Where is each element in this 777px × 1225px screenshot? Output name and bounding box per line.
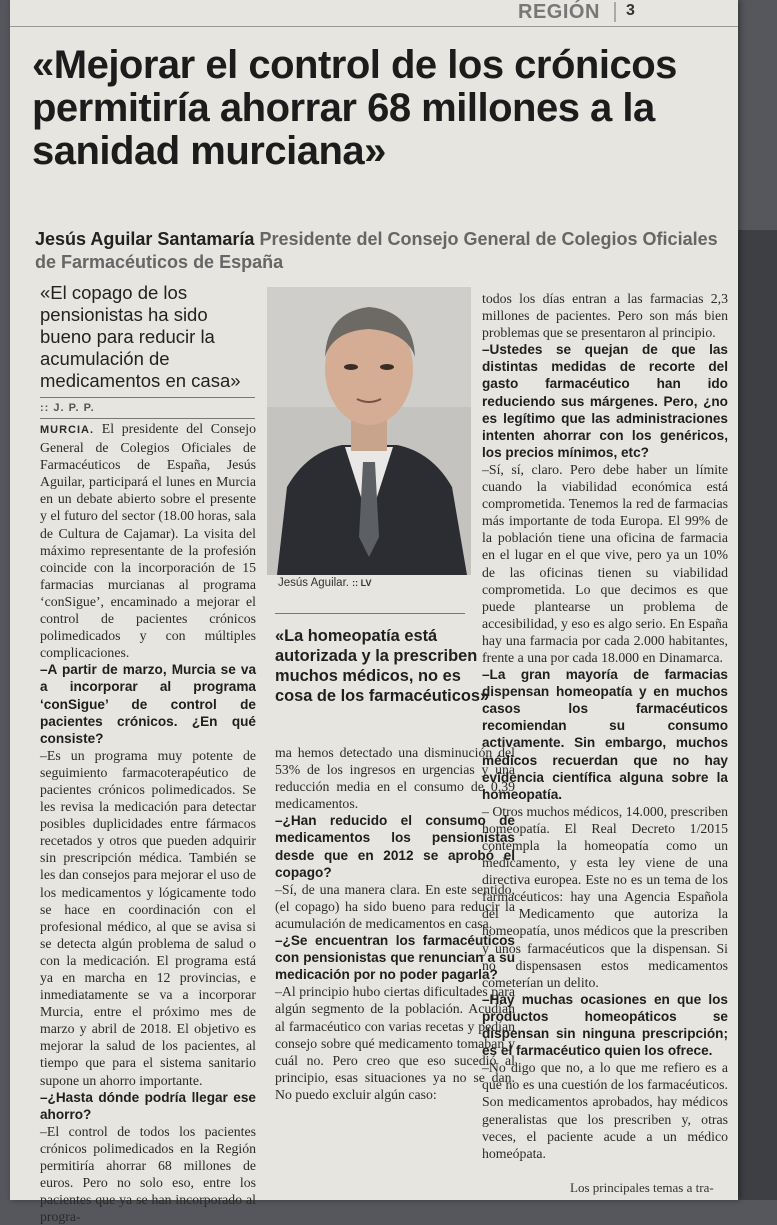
question-2: –¿Hasta dónde podría llegar ese ahorro?: [40, 1089, 256, 1122]
answer-6: – Otros muchos médicos, 14.000, prescriben homeopatía. El Real Decreto 1/2015 contempla la homeopatía como un medicamento, y esta ley viene de una directiva europea. Este no es un tema de los farmacéuticos: hay una Agencia Española del Medicamento que autoriza la homeopatía, unos médicos que la prescriben y unos farmacéuticos que la dispensan. Si no dispensasen estos medicamentos cometerían un delito.: [482, 803, 728, 990]
caption-name: Jesús Aguilar.: [278, 577, 349, 589]
question-3: –¿Han reducido el consumo de medicamentos los pensionistas desde que en 2012 se aprobó el copago?: [275, 813, 515, 880]
question-4: –¿Se encuentran los farmacéuticos con pensionistas que renuncian a su medicación por no poder pagarla?: [275, 933, 515, 983]
section-name: REGIÓN: [518, 1, 600, 23]
pull-quote-2-rule: [275, 613, 465, 614]
author-block: [35, 228, 735, 274]
byline-text: J. P. P.: [53, 402, 95, 414]
answer-2: –El control de todos los pacientes crónicos polimedicados en la Región permitiría ahorrar 68 millones de euros. Pero no solo eso, entre los pacientes que ya se han incorporado al progra-: [40, 1123, 256, 1225]
answer-3: –Sí, de una manera clara. En este sentido, (el copago) ha sido bueno para reducir la acumulación de medicamentos en casa.: [275, 881, 515, 931]
author-role: Presidente del Consejo General de Colegios Oficiales de Farmacéuticos de España: [35, 229, 718, 272]
column-3: [482, 290, 728, 1162]
question-7: –Hay muchas ocasiones en que los productos homeopáticos se dispensan sin ninguna prescripción; es el farmacéutico quien los ofrece.: [482, 991, 728, 1059]
answer-7: –No digo que no, a lo que me refiero es a que no es una cuestión de los farmacéuticos. Son medicamentos aprobados, hay médicos generalistas que los prescriben y, otras veces, el paciente acude a un médico homeópata.: [482, 1060, 728, 1161]
author-name: Jesús Aguilar Santamaría: [35, 229, 255, 249]
answer-2-continued: ma hemos detectado una disminución del 53% de los ingresos en urgencias y una reducción media en el consumo de 0,39 medicamentos.: [275, 745, 515, 812]
intro-paragraph: [40, 420, 256, 661]
location: MURCIA.: [40, 424, 95, 436]
top-rule: [10, 26, 738, 27]
next-article-fragment: Los principales temas a tra-: [570, 1180, 714, 1195]
answer-4: –Al principio hubo ciertas dificultades para algún segmento de la población. Acudían al farmacéutico con varias recetas y pedían consejo sobre qué medicamento tomaban y cuál no. Pero creo que eso sucedió al principio, esas situaciones ya no se dan. No puedo excluir algún caso:: [275, 984, 515, 1102]
section-header: [510, 0, 738, 26]
section-separator: [614, 2, 616, 22]
pull-quote-copago: «El copago de los pensionistas ha sido bueno para reducir la acumulación de medicamentos en casa»: [40, 282, 241, 391]
byline: :: J. P. P.: [40, 402, 95, 414]
question-5: –Ustedes se quejan de que las distintas medidas de recorte del gasto farmacéutico han ido reduciendo sus márgenes. Pero, ¿no es legítimo que las administraciones intenten ahorrar con los genéricos, los precios mínimos, etc?: [482, 342, 728, 460]
portrait-photo: [267, 287, 471, 575]
photo-caption: [278, 577, 372, 589]
question-1: –A partir de marzo, Murcia se va a incorporar al programa ‘conSigue’ de control de pacientes crónicos. ¿En qué consiste?: [40, 662, 256, 746]
answer-1: –Es un programa muy potente de seguimiento farmacoterapéutico de pacientes crónicos polimedicados. Se les revisa la medicación para detectar posibles duplicidades entre fármacos recetados y otros que pueden adquirir sin prescripción médica. También se les dan consejos para mejorar el uso de los medicamentos y lógicamente todo se hace en coordinación con el profesional médico, al que se avisa si se detecta algún problema de salud o con la medicación. El programa está ya en marcha en 12 provincias, e inmediatamente se va a incorporar Murcia, entre el próximo mes de marzo y abril de 2018. El objetivo es mejorar la salud de los pacientes, al tiempo que para el sistema sanitario supone un ahorro importante.: [40, 747, 256, 1088]
question-6: –La gran mayoría de farmacias dispensan homeopatía y en muchos casos los farmacéuticos recomiendan su consumo activamente. Sin embargo, muchos médicos recuerdan que no hay evidencia científica alguna sobre la homeopatía.: [482, 667, 728, 802]
pull-quote-homeopatia: «La homeopatía está autorizada y la prescriben muchos médicos, no es cosa de los farmacéuticos»: [275, 627, 490, 705]
answer-4-continued: todos los días entran a las farmacias 2,3 millones de pacientes. Pero son más bien problemas que se presentaron al principio.: [482, 291, 728, 341]
answer-5: –Sí, sí, claro. Pero debe haber un límite cuando la viabilidad económica está comprometida. Tenemos la red de farmacias más importante de toda Europa. El 99% de la población tiene una oficina de farmacia en el lugar en el que vive, pero ya un 10% de las oficinas tienen su viabilidad comprometida. Lo que decimos es que puede plantearse un problema de accesibilidad, y eso es algo serio. En España hay una farmacia por cada 2.000 habitantes, frente a una por cada 18.000 en Dinamarca.: [482, 461, 728, 665]
intro-text: El presidente del Consejo General de Colegios Oficiales de Farmacéuticos de España, Jesús Aguilar, participará el lunes en Murcia en un debate abierto sobre el presente y el futuro del sector (18.00 horas, sala de Cultura de Cajamar). La visita del máximo representante de la profesión coincide con la incorporación de 15 farmacias murcianas al programa ‘conSigue’, encaminado a mejorar el control de pacientes crónicos polimedicados y con múltiples complicaciones.: [40, 421, 256, 661]
byline-rule-bottom: [40, 418, 255, 419]
column-1: [40, 420, 256, 1225]
headline: «Mejorar el control de los crónicos permitiría ahorrar 68 millones a la sanidad murciana»: [32, 43, 677, 173]
page-number: 3: [626, 2, 635, 19]
column-2: [275, 744, 515, 1103]
byline-rule-top: [40, 397, 255, 398]
caption-credit: :: LV: [352, 578, 372, 588]
portrait-illustration: [267, 287, 471, 575]
newspaper-page: [10, 0, 738, 1225]
